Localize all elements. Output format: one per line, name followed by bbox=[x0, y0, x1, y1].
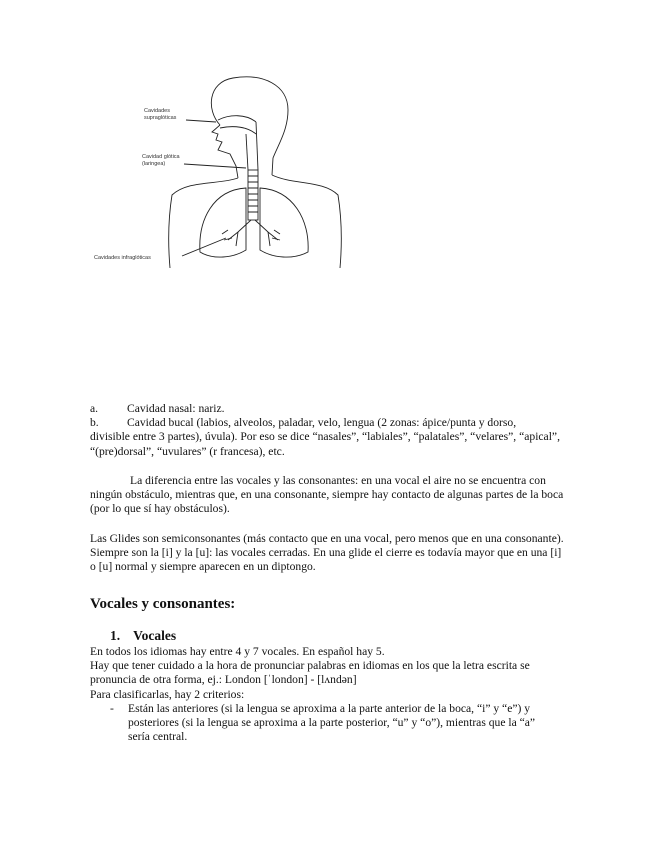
vocales-line: Hay que tener cuidado a la hora de pronunciar palabras en idiomas en los que la letra escrita se pronuncia de otra forma, ej.: London [ˈlondon] - [lʌndən] bbox=[90, 659, 530, 687]
torso-right bbox=[272, 175, 341, 268]
vocales-body bbox=[90, 645, 568, 744]
list-item-text: Cavidad nasal: nariz. bbox=[127, 402, 225, 415]
list-item-b-continuation: divisible entre 3 partes), úvula). Por eso se dice “nasales”, “labiales”, “palatales”, “velares”, “apical”, “(pre)dorsal”, “uvulares” (r francesa), etc. bbox=[90, 430, 560, 458]
subsection-number: 1. bbox=[110, 628, 121, 643]
list-item-a bbox=[90, 402, 568, 416]
vocales-line: En todos los idiomas hay entre 4 y 7 vocales. En español hay 5. bbox=[90, 645, 385, 658]
label-supra-1: Cavidades bbox=[144, 108, 170, 114]
paragraph-glides: Las Glides son semiconsonantes (más contacto que en una vocal, pero menos que en una consonante). Siempre son la [i] y la [u]: las vocales cerradas. En una glide el cierre es todavía mayor que en una [i] o [u] normal y siempre aparecen en un diptongo. bbox=[90, 532, 564, 574]
list-marker: b. bbox=[90, 416, 99, 430]
bullet-text: Están las anteriores (si la lengua se aproxima a la parte anterior de la boca, “i” y “e”) y posteriores (si la lengua se aproxima a la parte posterior, “u” y “o”), mientras que la “a” sería central. bbox=[128, 701, 536, 744]
bullet-marker: - bbox=[110, 701, 114, 715]
list-item-b bbox=[90, 416, 568, 430]
label-supra-2: supraglóticas bbox=[144, 115, 177, 121]
leader-glotica bbox=[184, 164, 246, 168]
label-glotica-1: Cavidad glótica bbox=[142, 154, 180, 160]
section-heading: Vocales y consonantes: bbox=[90, 596, 236, 612]
head-outline bbox=[211, 77, 288, 175]
label-glotica-2: (laringea) bbox=[142, 161, 166, 167]
leader-supra bbox=[186, 120, 216, 122]
label-infra: Cavidades infraglóticas bbox=[94, 255, 151, 261]
right-lung bbox=[260, 188, 308, 257]
subsection-heading bbox=[110, 628, 176, 644]
bronchi bbox=[228, 220, 278, 246]
left-lung bbox=[200, 188, 246, 257]
list-ab bbox=[90, 402, 568, 459]
list-item-text: Cavidad bucal (labios, alveolos, paladar, velo, lengua (2 zonas: ápice/punta y dorso, bbox=[127, 416, 517, 430]
respiratory-diagram-svg bbox=[88, 70, 348, 270]
list-marker: a. bbox=[90, 402, 99, 415]
pharynx-front bbox=[246, 134, 248, 170]
pharynx-back bbox=[256, 122, 258, 170]
respiratory-diagram bbox=[88, 70, 348, 270]
trachea bbox=[248, 170, 258, 220]
paragraph-vocales-consonantes: La diferencia entre las vocales y las consonantes: en una vocal el aire no se encuentra con ningún obstáculo, mientras que, en una consonante, siempre hay contacto de algunas partes de la boca (por lo que sí hay obstáculos). bbox=[90, 474, 564, 516]
face-profile bbox=[212, 125, 238, 178]
bullet-item bbox=[110, 702, 568, 745]
subsection-title: Vocales bbox=[133, 628, 177, 643]
vocales-line: Para clasificarlas, hay 2 criterios: bbox=[90, 687, 245, 701]
nasal-cavity bbox=[218, 116, 256, 122]
leader-infra bbox=[182, 238, 226, 256]
